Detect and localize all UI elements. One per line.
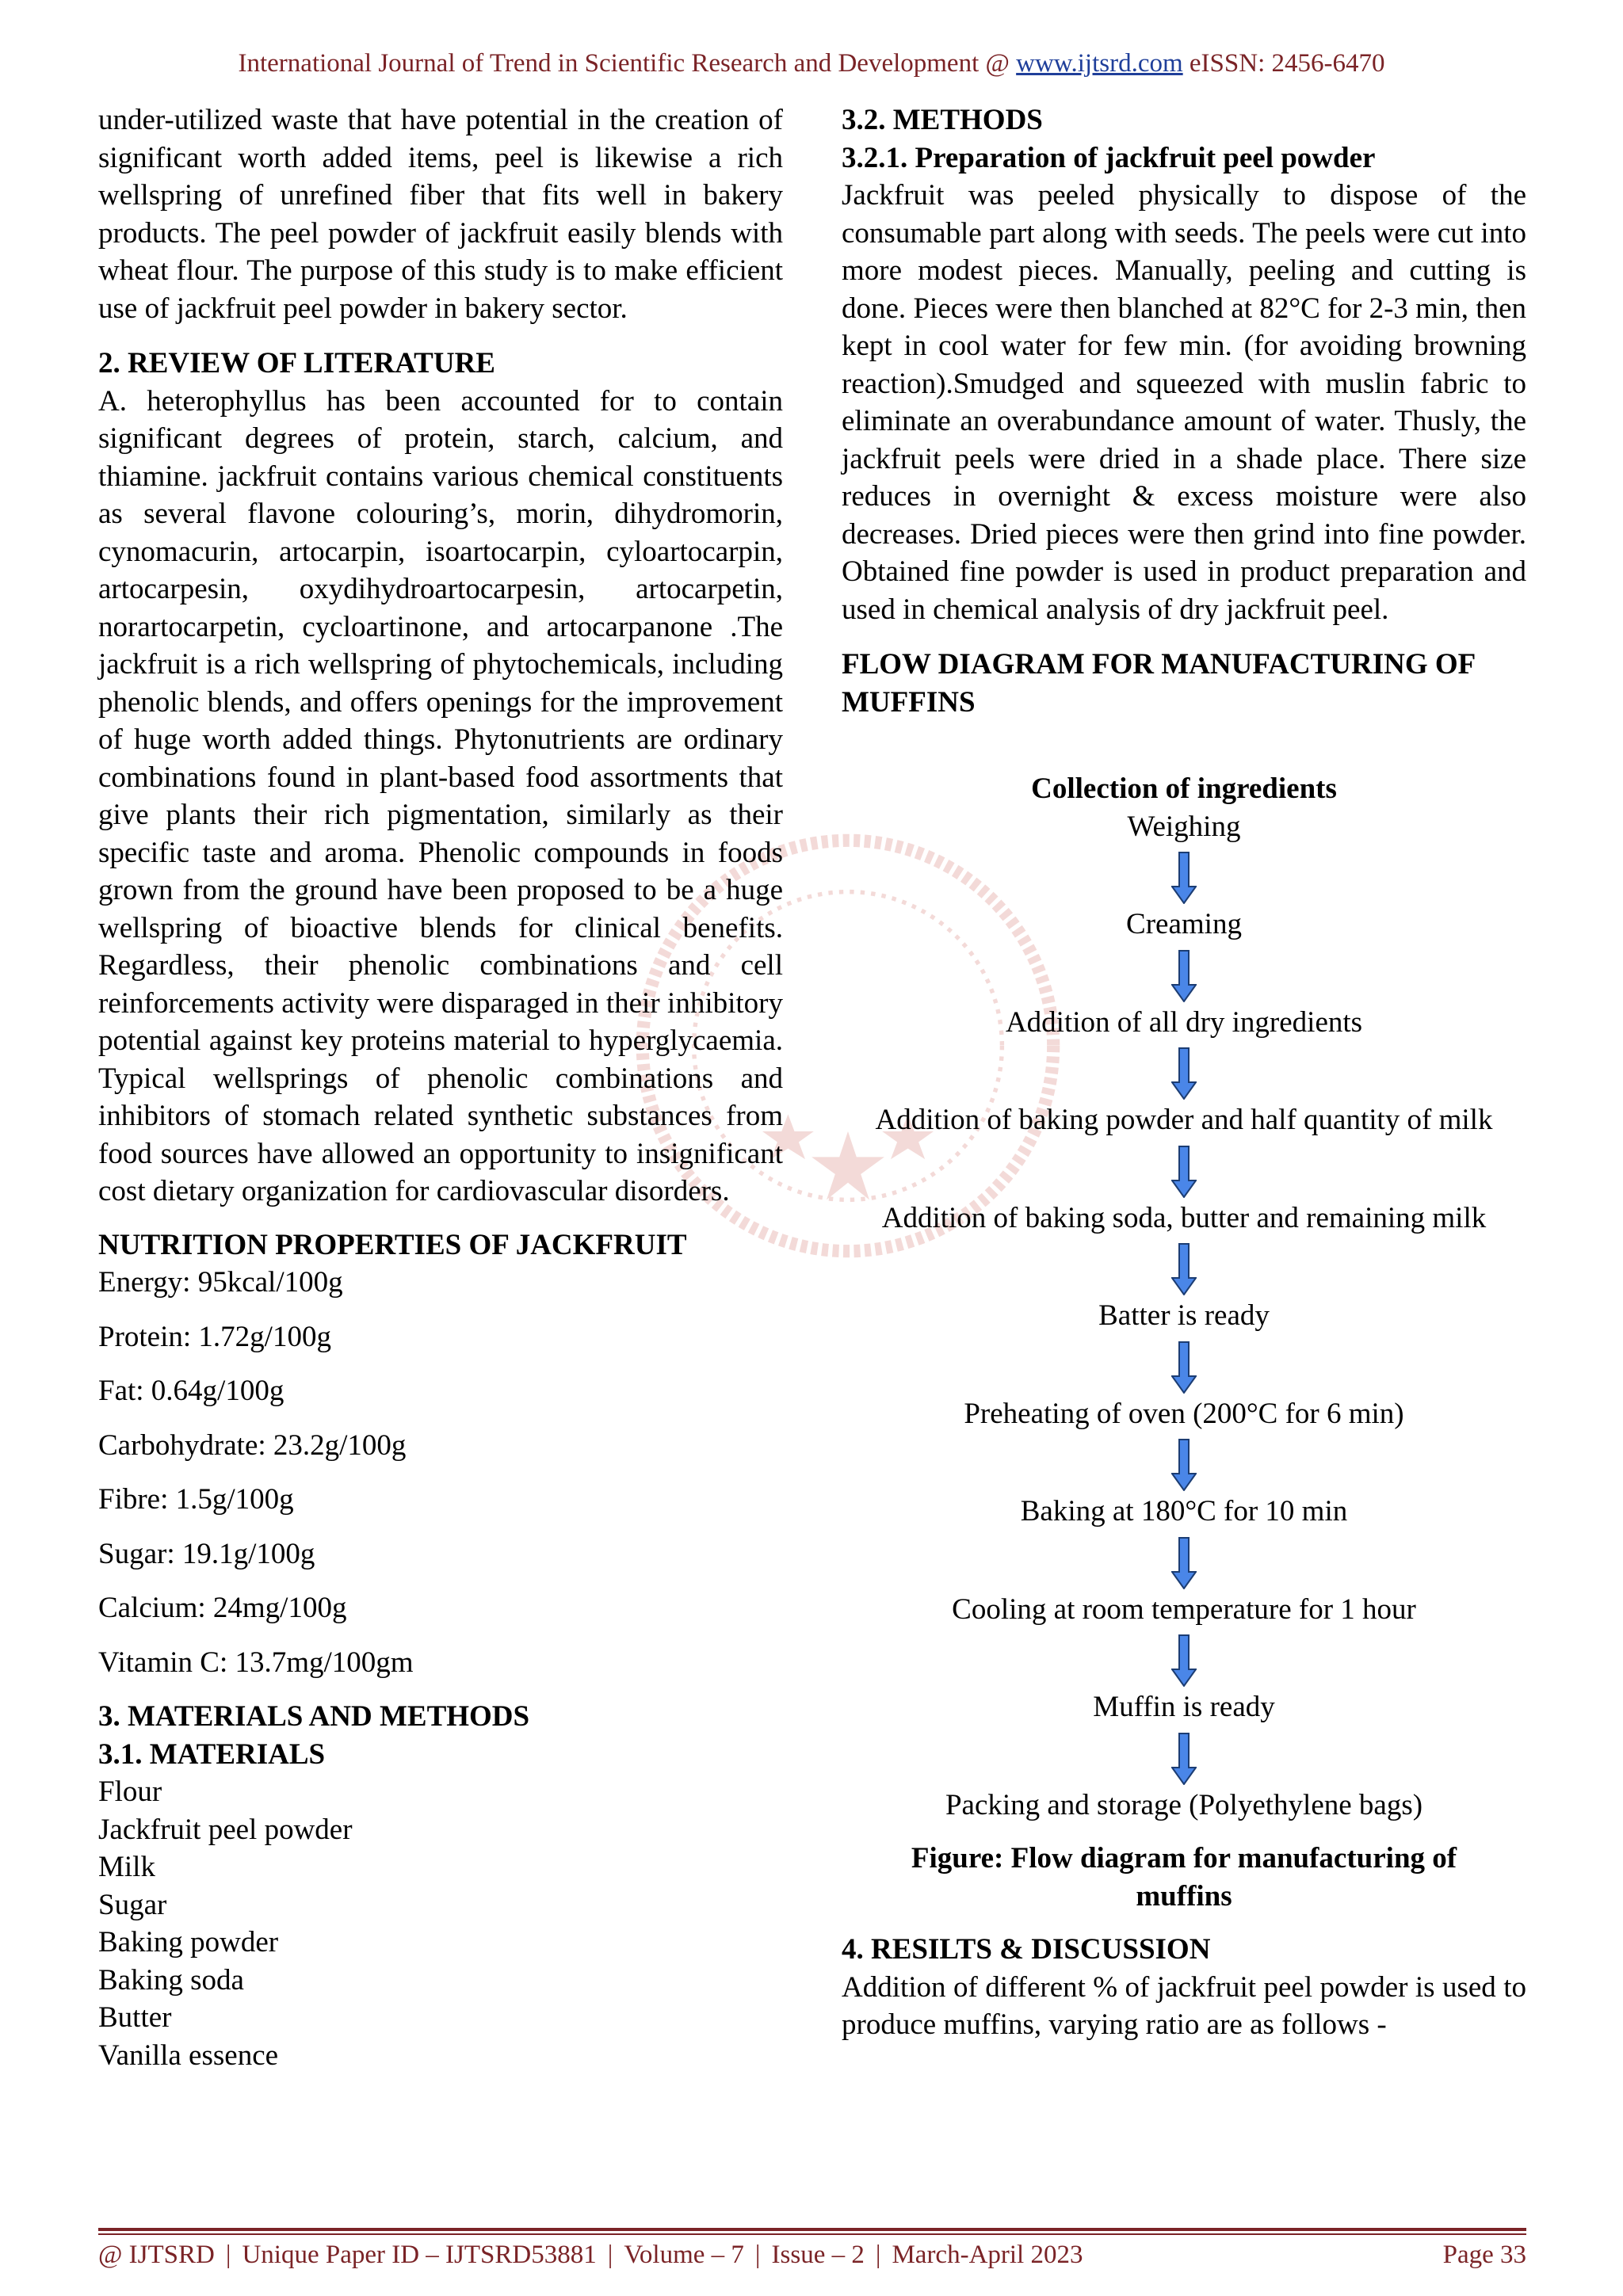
material-item: Milk [98,1851,155,1883]
intro-paragraph: under-utilized waste that have potential in the creation of significant worth added items, peel is likewise a rich wellspring of unrefined fiber that fits well in bakery products. The peel powder of jackfruit easily blends with wheat flour. The purpose of this study is to make efficient use of jackfruit peel powder in bakery sector. [98,104,783,325]
flow-heading: FLOW DIAGRAM FOR MANUFACTURING OF MUFFINS [842,648,1475,719]
down-arrow-icon [1171,1341,1197,1394]
flow-step: Weighing [1127,810,1241,843]
flow-step: Batter is ready [1098,1299,1270,1332]
down-arrow-icon [1171,950,1197,1002]
down-arrow-icon [1171,1047,1197,1100]
running-header [0,49,1623,78]
results-paragraph: Addition of different % of jackfruit peel powder is used to produce muffins, varying ratio are as follows - [842,1970,1526,2041]
nutrition-item: Fat: 0.64g/100g [98,1375,285,1407]
prep-paragraph: Jackfruit was peeled physically to dispose of the consumable part along with seeds. The peels were cut into more modest pieces. Manually, peeling and cutting is done. Pieces were then blanched at 82°C for 2-3 min, then kept in cool water for few min. (for avoiding browning reaction).Smudged and squeezed with muslin fabric to eliminate an overabundance amount of water. Thusly, the jackfruit peels were dried in a shade place. There size reduces in overnight & excess moisture were also decreases. Dried pieces were then grind into fine powder. Obtained fine powder is used in product preparation and used in chemical analysis of dry jackfruit peel. [842,179,1526,626]
material-item: Baking powder [98,1926,279,1958]
review-paragraph: A. heterophyllus has been accounted for to contain significant degrees of protein, starch, calcium, and thiamine. jackfruit contains various chemical constituents as several flavone colouring’s, morin, dihydromorin, cynomacurin, artocarpin, isoartocarpin, cyloartocarpin, artocarpesin, oxydihydroartocarpesin, artocarpetin, norartocarpetin, cycloartinone, and artocarpanone .The jackfruit is a rich wellspring of phytochemicals, including phenolic blends, and offers openings for the improvement of huge worth added things. Phytonutrients are ordinary combinations found in plant-based food assortments that give plants their rich pigmentation, similarly as their specific taste and aroma. Phenolic compounds in foods grown from the ground have been proposed to be a huge wellspring of bioactive blends for clinical benefits. Regardless, their phenolic combinations and cell reinforcements activity were disparaged in their inhibitory potential against key proteins material to hyperglycaemia. Typical wellsprings of phenolic combinations and inhibitors of stomach related synthetic substances from food sources have allowed an opportunity to insignificant cost dietary organization for cardiovascular disorders. [98,384,783,1207]
flow-step: Addition of baking soda, butter and remaining milk [881,1201,1487,1234]
methods-heading: 3.2. METHODS [842,104,1043,136]
down-arrow-icon [1171,852,1197,904]
flow-title: Collection of ingredients [1031,772,1337,805]
footer-issue: Issue – 2 [771,2241,865,2269]
down-arrow-icon [1171,1537,1197,1589]
nutrition-item: Calcium: 24mg/100g [98,1592,347,1624]
nutrition-item: Sugar: 19.1g/100g [98,1537,315,1570]
nutrition-item: Energy: 95kcal/100g [98,1266,343,1299]
nutrition-heading: NUTRITION PROPERTIES OF JACKFRUIT [98,1228,687,1261]
down-arrow-icon [1171,1439,1197,1491]
nutrition-list [98,1264,783,1681]
footer-volume: Volume – 7 [624,2241,744,2269]
down-arrow-icon [1171,1634,1197,1687]
materials-list [98,1773,783,2074]
material-item: Vanilla essence [98,2039,279,2072]
nutrition-item: Vitamin C: 13.7mg/100gm [98,1646,414,1679]
footer-paper-id: Unique Paper ID – IJTSRD53881 [242,2241,597,2269]
materials-methods-heading: 3. MATERIALS AND METHODS [98,1700,530,1733]
flow-step: Preheating of oven (200°C for 6 min) [964,1397,1404,1430]
header-link[interactable]: www.ijtsrd.com [1016,49,1183,78]
nutrition-item: Fibre: 1.5g/100g [98,1483,294,1516]
review-heading: 2. REVIEW OF LITERATURE [98,347,495,379]
footer-journal: @ IJTSRD [98,2241,215,2269]
header-issn: eISSN: 2456-6470 [1189,49,1385,78]
flow-step: Baking at 180°C for 10 min [1020,1495,1348,1527]
flow-step: Addition of baking powder and half quantity of milk [875,1104,1493,1136]
down-arrow-icon [1171,1733,1197,1785]
footer-rule [98,2228,1526,2235]
material-item: Baking soda [98,1963,244,1997]
results-heading: 4. RESILTS & DISCUSSION [842,1933,1211,1966]
material-item: Flour [98,1775,162,1808]
prep-heading: 3.2.1. Preparation of jackfruit peel powder [842,141,1376,174]
materials-heading: 3.1. MATERIALS [98,1737,326,1771]
flow-step: Cooling at room temperature for 1 hour [952,1592,1416,1626]
material-item: Butter [98,2001,172,2034]
page-footer: @ IJTSRD | Unique Paper ID – IJTSRD53881 | Volume – 7 | Issue – 2 | March-April 2023 Page 33 [98,2241,1526,2269]
material-item: Jackfruit peel powder [98,1813,353,1846]
footer-date: March-April 2023 [892,2241,1083,2269]
nutrition-item: Carbohydrate: 23.2g/100g [98,1428,407,1462]
header-journal-title: International Journal of Trend in Scientific Research and Development @ [238,49,1010,78]
right-column [842,101,1526,721]
flow-step: Muffin is ready [1093,1691,1275,1723]
muffin-flow-diagram [842,770,1526,2044]
down-arrow-icon [1171,1146,1197,1198]
nutrition-item: Protein: 1.72g/100g [98,1320,331,1353]
flow-step: Addition of all dry ingredients [1005,1005,1363,1039]
down-arrow-icon [1171,1243,1197,1295]
left-column [98,101,783,2074]
footer-page: Page 33 [1442,2241,1526,2269]
flow-step: Creaming [1126,908,1242,940]
figure-caption: Figure: Flow diagram for manufacturing of muffins [911,1842,1457,1913]
material-item: Sugar [98,1888,167,1921]
flow-step: Packing and storage (Polyethylene bags) [945,1788,1423,1821]
